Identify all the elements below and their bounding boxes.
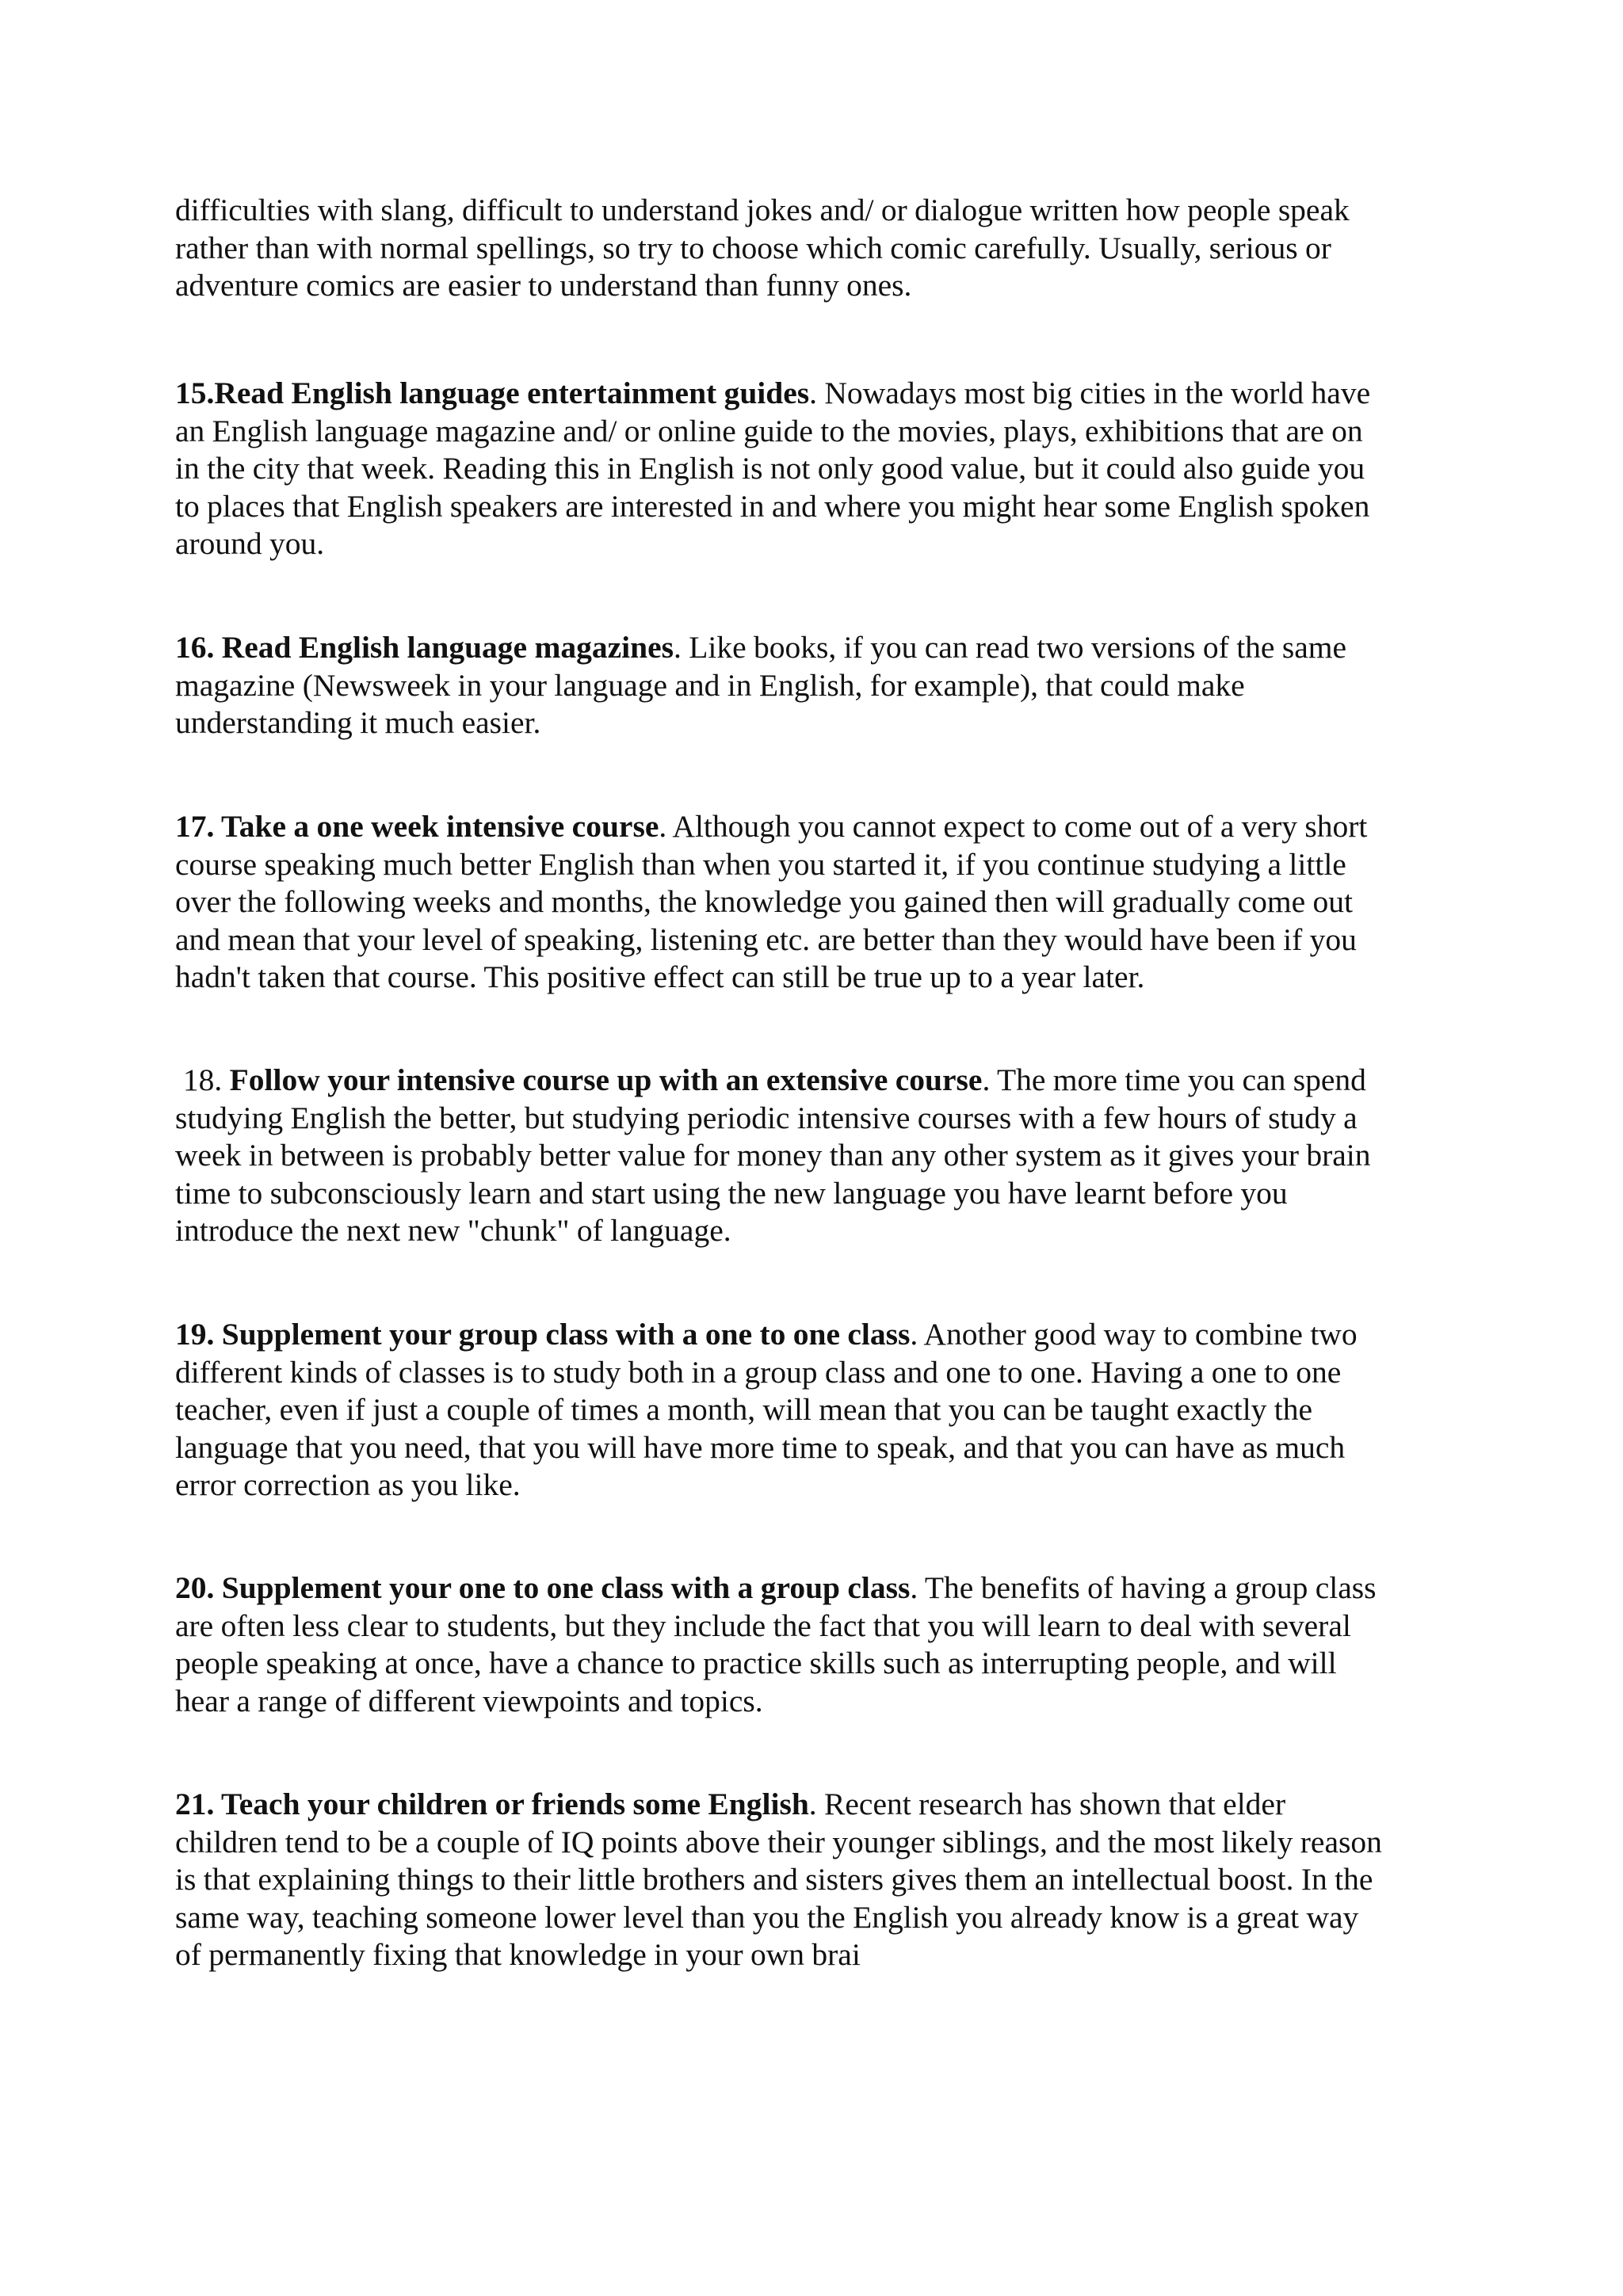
paragraph-body: . Like books, if you can read two versions of the same magazine (Newsweek in your language and in English, for example), that could make understanding it much easier. — [175, 630, 1346, 740]
paragraph-body: . Recent research has shown that elder children tend to be a couple of IQ points above their younger siblings, and the most likely reason is that explaining things to their little brothers and sisters gives them an intellectual boost. In the same way, teaching someone lower level than you the English you already know is a great way of permanently fixing that knowledge in your own brai — [175, 1787, 1382, 1972]
paragraph-heading: 17. Take a one week intensive course — [175, 809, 659, 844]
paragraph-19 — [175, 1316, 1475, 1505]
paragraph-body: . The benefits of having a group class are often less clear to students, but they include the fact that you will learn to deal with several people speaking at once, have a chance to practice skills such as interrupting people, and will hear a range of different viewpoints and topics. — [175, 1570, 1377, 1718]
paragraph-heading: 20. Supplement your one to one class with a group class — [175, 1570, 911, 1605]
paragraph-18 — [175, 1062, 1475, 1250]
paragraph-17 — [175, 808, 1475, 997]
paragraph-body: difficulties with slang, difficult to understand jokes and/ or dialogue written how people speak rather than with normal spellings, so try to choose which comic carefully. Usually, serious or adventure comics are easier to understand than funny ones. — [175, 193, 1350, 303]
paragraph-body: . Nowadays most big cities in the world have an English language magazine and/ or online guide to the movies, plays, exhibitions that are on in the city that week. Reading this in English is not only good value, but it could also guide you to places that English speakers are interested in and where you might hear some English spoken around you. — [175, 376, 1371, 561]
paragraph-heading: 15.Read English language entertainment guides — [175, 376, 810, 410]
paragraph-21 — [175, 1786, 1475, 1974]
paragraph-heading: Follow your intensive course up with an extensive course — [229, 1062, 983, 1097]
paragraph-15 — [175, 375, 1475, 563]
paragraph-body: . The more time you can spend studying English the better, but studying periodic intensive courses with a few hours of study a week in between is probably better value for money than any other system as it gives your brain time to subconsciously learn and start using the new language you have learnt before you introduce the next new "chunk" of language. — [175, 1062, 1371, 1248]
paragraph-14-continuation — [175, 192, 1475, 305]
paragraph-16 — [175, 629, 1475, 742]
paragraph-number: 18. — [175, 1062, 230, 1097]
paragraph-heading: 19. Supplement your group class with a one to one class — [175, 1317, 911, 1352]
paragraph-20 — [175, 1569, 1475, 1720]
paragraph-body: . Another good way to combine two different kinds of classes is to study both in a group class and one to one. Having a one to one teacher, even if just a couple of times a month, will mean that you can be taught exactly the language that you need, that you will have more time to speak, and that you can have as much error correction as you like. — [175, 1317, 1358, 1502]
paragraph-heading: 16. Read English language magazines — [175, 630, 674, 665]
paragraph-heading: 21. Teach your children or friends some English — [175, 1787, 809, 1821]
paragraph-body: . Although you cannot expect to come out of a very short course speaking much better English than when you started it, if you continue studying a little over the following weeks and months, the knowledge you gained then will gradually come out and mean that your level of speaking, listening etc. are better than they would have been if you hadn't taken that course. This positive effect can still be true up to a year later. — [175, 809, 1368, 994]
